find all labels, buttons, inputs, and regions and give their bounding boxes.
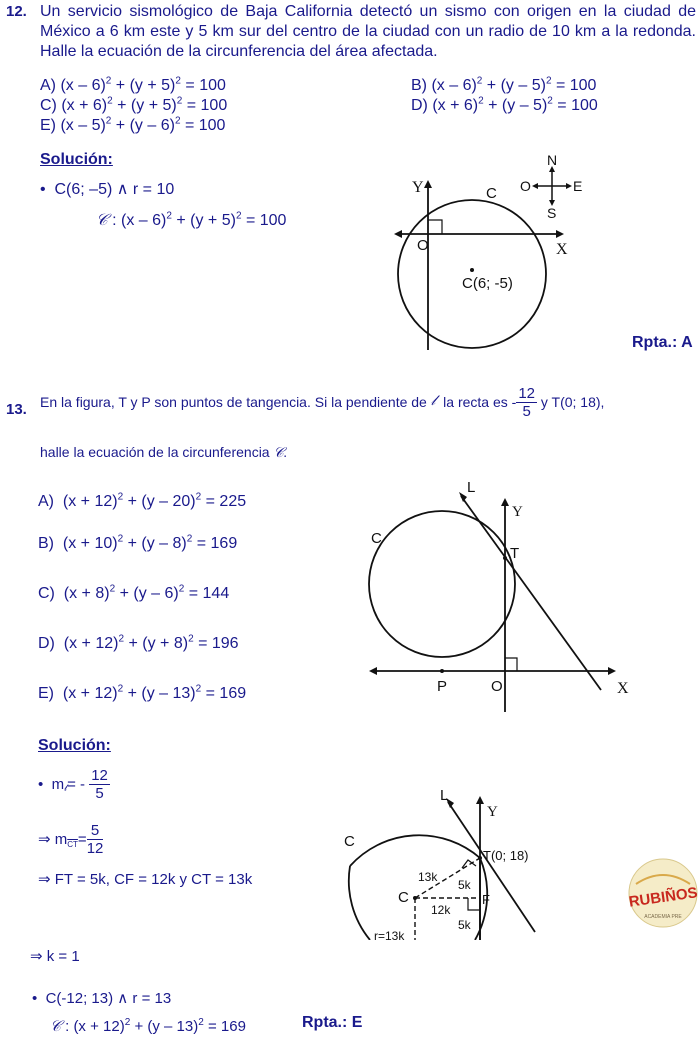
center-dot — [470, 268, 474, 272]
answer-13: Rpta.: E — [302, 1014, 363, 1031]
option-13d: D) $(x + 12)^2 + (y + 8)^2 = 196$ — [38, 633, 239, 652]
label-center: C(6; -5) — [462, 275, 513, 292]
right-angle-f — [468, 898, 480, 910]
question-number: 12. — [6, 3, 27, 20]
label-c: C — [371, 530, 382, 547]
logo-emblem-icon — [626, 856, 700, 930]
x-arrow-icon — [608, 667, 616, 675]
center-radius: • C(-12; 13) ∧ r = 13 — [32, 990, 172, 1007]
logo-subtext: ACADEMIA PRE — [644, 914, 682, 920]
question-text: Un servicio sismológico de Baja California detectó un sismo con origen en la ciudad de México a 6 km este y 5 km sur del centro de la ciudad con un radio de 10 km a la redonda. Halle la ecuación de la circunferencia del área afectada. — [40, 3, 696, 60]
question-text-line2: halle la ecuación de la circunferencia 𝒞. — [40, 444, 288, 461]
k-value: ⇒ k = 1 — [30, 948, 80, 965]
label-t: T(0; 18) — [483, 848, 529, 863]
label-x: X — [556, 241, 568, 258]
slope-fraction: $\frac{5}{12}$ — [86, 822, 104, 857]
label-c: C — [486, 185, 497, 202]
circle-arc-left — [349, 866, 370, 940]
label-c: C — [344, 833, 355, 850]
line-l — [448, 802, 535, 932]
figure-q12 — [380, 150, 620, 365]
x-arrow-icon — [556, 230, 564, 238]
figure-q13 — [355, 480, 645, 720]
slope-fraction: $\frac{12}{5}$ — [91, 767, 108, 802]
circle — [398, 200, 546, 348]
line-l — [461, 496, 601, 690]
bullet-dot: • — [32, 990, 46, 1007]
compass-e: E — [573, 178, 583, 194]
x-arrow-left-icon — [394, 230, 402, 238]
y-arrow-icon — [424, 180, 432, 188]
option-b: B) (x – 6)$^2$ + (y – 5)$^2$ = 100 — [411, 75, 597, 94]
question-number: 13. — [6, 401, 27, 418]
circle-equation-13: 𝒞 : $(x + 12)^2 + (y - 13)^2 = 169$ — [50, 1017, 246, 1035]
option-13b: B) $(x + 10)^2 + (y - 8)^2 = 169$ — [38, 533, 238, 552]
option-13e: E) $(x + 12)^2 + (y - 13)^2 = 169$ — [38, 683, 247, 702]
figure-q13-solution — [330, 780, 570, 940]
question-text-line1: En la figura, T y P son puntos de tangencia. Si la pendiente de 𝓁 la recta es - $\frac{12}{5}$ y T(0; 18), — [40, 384, 605, 420]
point-c — [413, 896, 417, 900]
label-l: L — [440, 787, 449, 804]
label-l: L — [467, 480, 476, 496]
label-y: Y — [487, 804, 498, 820]
label-f: F — [482, 892, 490, 907]
label-c-center: C — [398, 889, 409, 906]
option-e: E) (x – 5)$^2$ + (y – 6)$^2$ = 100 — [40, 115, 226, 134]
bullet-dot: • — [38, 776, 52, 793]
label-5k-top: 5k — [458, 878, 471, 892]
y-arrow-icon — [476, 796, 484, 804]
option-13c: C) $(x + 8)^2 + (y - 6)^2 = 144$ — [38, 583, 230, 602]
solution-bullet: • C(6; –5) ∧ r = 10 — [40, 181, 175, 198]
slope-l-line: • m 𝓁 = - $\frac{12}{5}$ — [38, 767, 108, 802]
label-t: T — [510, 545, 520, 562]
option-d: D) $(x + 6)^2 + (y - 5)^2 = 100$ — [411, 95, 598, 114]
point-t — [478, 856, 482, 860]
right-angle-t — [462, 860, 476, 868]
slope-ct-line: ⇒ m $\overline{CT}$ = $\frac{5}{12}$ — [38, 822, 104, 857]
answer-12: Rpta.: A — [632, 334, 693, 351]
circle — [369, 511, 515, 657]
compass-e-arrow-icon — [566, 183, 572, 189]
bullet-dot: • — [40, 181, 55, 198]
logo-text: RUBIÑOS — [627, 884, 699, 911]
question-12 — [6, 2, 696, 62]
solution-title-13: Solución: — [38, 737, 111, 754]
slope-fraction: $\frac{12}{5}$ — [518, 384, 535, 420]
l-arrow-icon — [459, 492, 467, 502]
label-x: X — [617, 680, 629, 697]
option-c: C) $(x + 6)^2 + (y + 5)^2 = 100$ — [40, 95, 228, 114]
label-y: Y — [412, 179, 424, 196]
solution-title: Solución: — [40, 151, 113, 168]
point-t — [503, 556, 507, 560]
label-radius: r=13k — [374, 929, 405, 940]
label-y: Y — [512, 504, 523, 520]
compass-w-arrow-icon — [532, 183, 538, 189]
rubinos-logo — [626, 856, 700, 930]
question-13 — [6, 377, 700, 463]
y-arrow-icon — [501, 498, 509, 506]
label-p: P — [437, 678, 448, 695]
option-13a: A) $(x + 12)^2 + (y - 20)^2 = 225$ — [38, 491, 247, 510]
label-o: O — [417, 237, 429, 254]
x-arrow-left-icon — [369, 667, 377, 675]
label-12k: 12k — [431, 903, 451, 917]
circle-equation: 𝒞 : $(x - 6)^2 + (y + 5)^2 = 100$ — [96, 210, 287, 229]
label-o: O — [491, 678, 503, 695]
segment-relations: ⇒ FT = 5k, CF = 12k y CT = 13k — [38, 871, 253, 888]
point-p — [440, 669, 444, 673]
compass-w: O — [520, 178, 531, 194]
label-13k: 13k — [418, 870, 438, 884]
option-a: A) $(x - 6)^2 + (y + 5)^2 = 100$ — [40, 75, 226, 94]
compass-n: N — [547, 152, 558, 168]
compass-s: S — [547, 205, 557, 221]
label-5k-bottom: 5k — [458, 918, 471, 932]
right-angle-mark — [428, 220, 442, 234]
right-angle-mark — [505, 658, 517, 671]
